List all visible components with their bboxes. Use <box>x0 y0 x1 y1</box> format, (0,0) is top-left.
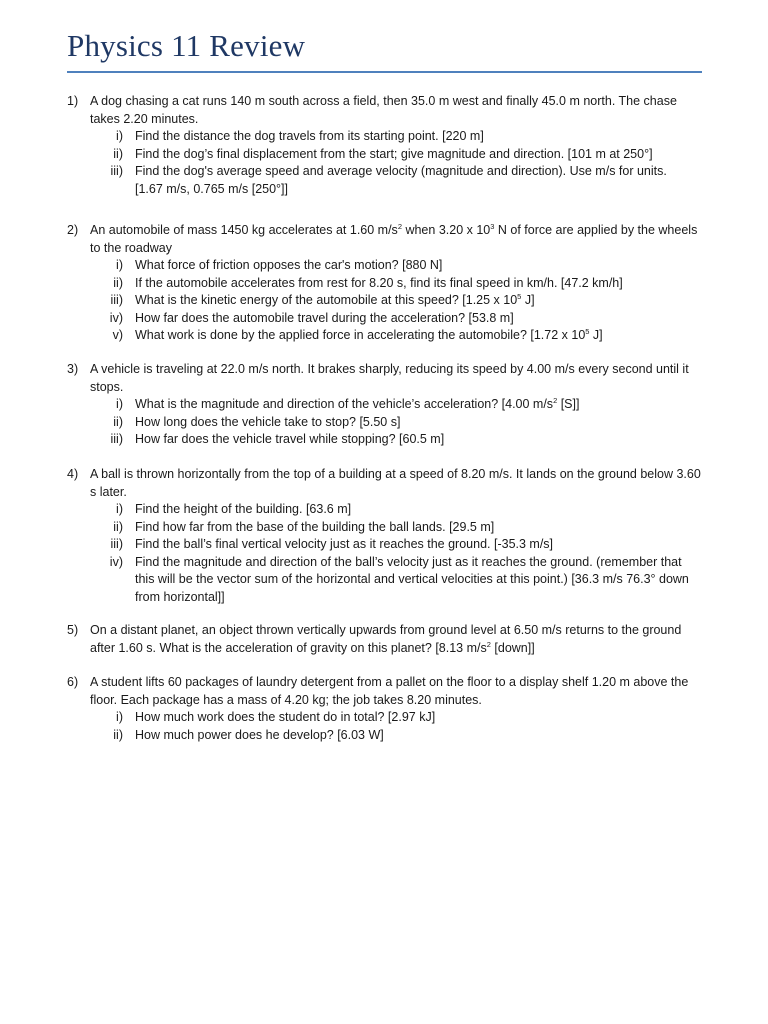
subquestion <box>0 501 768 519</box>
subquestion-number: i) <box>116 397 123 411</box>
subquestion-number: i) <box>116 502 123 516</box>
subquestion <box>0 257 768 275</box>
subquestion-number: ii) <box>113 519 123 534</box>
question-number: 6) <box>67 675 79 689</box>
text-fragment: What is the magnitude and direction of the vehicle’s acceleration? [4.00 m/s <box>135 397 554 411</box>
text-fragment: J] <box>521 293 535 307</box>
text-fragment: An automobile of mass 1450 kg accelerates at 1.60 m/s <box>90 223 398 237</box>
subquestion-text: How far does the automobile travel during the acceleration? [53.8 m] <box>135 310 514 325</box>
text-fragment: when 3.20 x 10 <box>401 223 491 237</box>
question-text <box>90 222 704 257</box>
subquestion <box>0 163 768 198</box>
subquestion <box>0 327 768 345</box>
subquestion-number: ii) <box>113 275 123 290</box>
question-number: 5) <box>67 623 79 637</box>
question-text: A ball is thrown horizontally from the top of a building at a speed of 8.20 m/s. It lands on the ground below 3.60 s later. <box>90 467 701 499</box>
subquestion-text: Find the height of the building. [63.6 m] <box>135 502 352 516</box>
subquestion-text <box>135 163 703 198</box>
subquestion-number: iii) <box>110 432 123 446</box>
subquestion <box>0 709 768 727</box>
subquestion-text: How far does the vehicle travel while stopping? [60.5 m] <box>135 432 445 446</box>
subquestion <box>0 431 768 449</box>
subquestion <box>0 536 768 554</box>
question-text <box>90 622 704 657</box>
subquestion <box>0 310 768 328</box>
question-number: 1) <box>67 94 79 108</box>
subquestion <box>0 292 768 310</box>
text-fragment: On a distant planet, an object thrown vertically upwards from ground level at 6.50 m/s returns to the ground after 1.60 s. What is the acceleration of gravity on this planet? [8.13 m/s <box>90 623 682 655</box>
subquestion-text: How long does the vehicle take to stop? [5.50 s] <box>135 414 401 429</box>
subquestion-list <box>0 501 768 606</box>
subquestion-list <box>0 709 768 744</box>
subquestion-number: ii) <box>113 146 123 161</box>
subquestion <box>0 396 768 414</box>
subquestion-text: If the automobile accelerates from rest for 8.20 s, find its final speed in km/h. [47.2 km/h] <box>135 275 623 290</box>
subquestion-number: iii) <box>110 164 123 178</box>
subquestion-text: Find the distance the dog travels from its starting point. [220 m] <box>135 129 484 143</box>
subquestion-text: Find the ball’s final vertical velocity just as it reaches the ground. [-35.3 m/s] <box>135 537 554 551</box>
text-fragment: What is the kinetic energy of the automobile at this speed? [1.25 x 10 <box>135 293 518 307</box>
text-fragment: N of force are applied by the wheels to the roadway <box>90 223 698 255</box>
subquestion <box>0 727 768 745</box>
subquestion-text: Find how far from the base of the building the ball lands. [29.5 m] <box>135 519 495 534</box>
subquestion-answer: [1.67 m/s, 0.765 m/s [250°]] <box>135 181 288 196</box>
subquestion-number: i) <box>116 258 123 272</box>
superscript: 5 <box>517 292 522 301</box>
subquestion <box>0 519 768 537</box>
subquestion-number: ii) <box>113 727 123 742</box>
subquestion-number: ii) <box>113 414 123 429</box>
text-fragment: [S]] <box>557 397 580 411</box>
subquestion-text <box>135 292 703 310</box>
subquestion <box>0 414 768 432</box>
question-number: 2) <box>67 223 79 237</box>
subquestion-text: Find the magnitude and direction of the ball’s velocity just as it reaches the ground. (remember that this will be the vector sum of the horizontal and vertical velocities at this point.) [36.3 m/s 76.3° down from horizontal]] <box>135 554 689 604</box>
page-title: Physics 11 Review <box>67 28 306 63</box>
question-text: A vehicle is traveling at 22.0 m/s north. It brakes sharply, reducing its speed by 4.00 m/s every second until it stops. <box>90 362 689 394</box>
superscript: 2 <box>553 396 558 405</box>
subquestion <box>0 275 768 293</box>
subquestion-list <box>0 128 768 198</box>
subquestion-number: iv) <box>109 310 123 325</box>
subquestion-number: iii) <box>110 293 123 307</box>
subquestion-list <box>0 396 768 449</box>
subquestion-text <box>135 396 703 414</box>
question-number: 3) <box>67 362 79 376</box>
subquestion-text: How much work does the student do in total? [2.97 kJ] <box>135 710 436 724</box>
text-fragment: [down]] <box>490 640 535 655</box>
subquestion-number: i) <box>116 129 123 143</box>
question-text: A student lifts 60 packages of laundry detergent from a pallet on the floor to a display shelf 1.20 m above the floor. Each package has a mass of 4.20 kg; the job takes 8.20 minutes. <box>90 675 689 707</box>
superscript: 5 <box>585 327 590 336</box>
subquestion <box>0 146 768 164</box>
subquestion-line: Find the dog's average speed and average velocity (magnitude and direction). Use m/s for units. <box>135 164 667 178</box>
subquestion-list <box>0 257 768 345</box>
text-fragment: J] <box>589 328 603 342</box>
subquestion-text <box>135 327 703 345</box>
subquestion-text: What force of friction opposes the car's motion? [880 N] <box>135 258 443 272</box>
text-fragment: What work is done by the applied force in accelerating the automobile? [1.72 x 10 <box>135 328 586 342</box>
question-number: 4) <box>67 467 79 481</box>
question-text: A dog chasing a cat runs 140 m south across a field, then 35.0 m west and finally 45.0 m north. The chase takes 2.20 minutes. <box>90 94 677 126</box>
superscript: 3 <box>490 222 495 231</box>
subquestion <box>0 554 768 607</box>
subquestion-number: iii) <box>110 537 123 551</box>
subquestion-number: i) <box>116 710 123 724</box>
superscript: 2 <box>486 639 491 649</box>
subquestion-number: v) <box>112 328 123 342</box>
subquestion-text: How much power does he develop? [6.03 W] <box>135 727 384 742</box>
subquestion <box>0 128 768 146</box>
subquestion-text: Find the dog’s final displacement from the start; give magnitude and direction. [101 m at 250°] <box>135 146 653 161</box>
subquestion-number: iv) <box>109 554 123 569</box>
superscript: 2 <box>397 222 402 231</box>
